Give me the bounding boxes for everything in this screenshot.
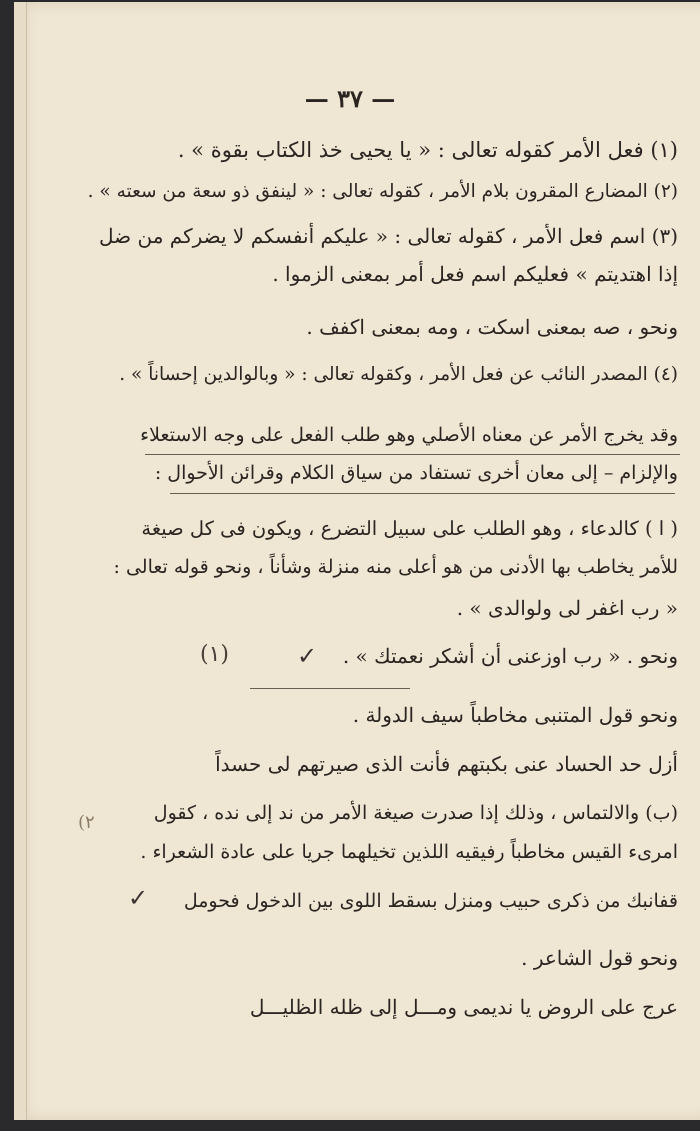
text-line-1: (١) فعل الأمر كقوله تعالى : « يا يحيى خذ الكتاب بقوة » . [177,138,678,162]
underline-rule-2 [170,493,675,494]
text-line-7: وقد يخرج الأمر عن معناه الأصلي وهو طلب الفعل على وجه الاستعلاء [140,424,678,446]
text-line-19: عرج على الروض يا نديمى ومـــل إلى ظله الظليـــل [249,995,678,1019]
page-edge [14,2,27,1120]
underline-rule-1 [145,454,680,455]
text-line-15: (ب) والالتماس ، وذلك إذا صدرت صيغة الأمر من ند إلى نده ، كقول [153,802,678,824]
text-line-5: ونحو ، صه بمعنى اسكت ، ومه بمعنى اكفف . [306,315,678,339]
page-number: — ٣٧ — [304,84,396,113]
text-line-17: قفانبك من ذكرى حبيب ومنزل بسقط اللوى بين الدخول فحومل [183,890,678,912]
text-line-6: (٤) المصدر النائب عن فعل الأمر ، وكقوله تعالى : « وبالوالدين إحساناً » . [119,364,678,385]
underline-rule-3 [250,688,410,689]
margin-ref: (٢ [78,812,95,833]
text-line-18: ونحو قول الشاعر . [521,946,678,970]
text-line-12: ونحو . « رب اوزعنى أن أشكر نعمتك » . [342,644,678,668]
text-line-11: « رب اغفر لى ولوالدى » . [456,596,678,620]
text-line-2: (٢) المضارع المقرون بلام الأمر ، كقوله تعالى : « لينفق ذو سعة من سعته » . [87,181,678,202]
text-line-13: ونحو قول المتنبى مخاطباً سيف الدولة . [352,703,678,727]
text-line-10: للأمر يخاطب بها الأدنى من هو أعلى منه منزلة وشأناً ، ونحو قوله تعالى : [113,556,678,578]
check-mark-2: ✓ [128,884,149,912]
text-line-8: والإلزام – إلى معان أخرى تستفاد من سياق الكلام وقرائن الأحوال : [154,462,678,484]
text-line-3: (٣) اسم فعل الأمر ، كقوله تعالى : « عليكم أنفسكم لا يضركم من ضل [99,224,678,248]
check-mark-1: ✓ [297,642,318,670]
text-line-14: أزل حد الحساد عنى بكبتهم فأنت الذى صيرتهم لى حسداً [215,752,678,776]
footnote-ref-1: (١) [200,642,230,667]
text-line-4: إذا اهتديتم » فعليكم اسم فعل أمر بمعنى الزموا . [272,262,678,286]
text-line-16: امرىء القيس مخاطباً رفيقيه اللذين تخيلهما جريا على عادة الشعراء . [140,841,678,863]
text-line-9: ( ا ) كالدعاء ، وهو الطلب على سبيل التضرع ، ويكون فى كل صيغة [141,517,678,540]
